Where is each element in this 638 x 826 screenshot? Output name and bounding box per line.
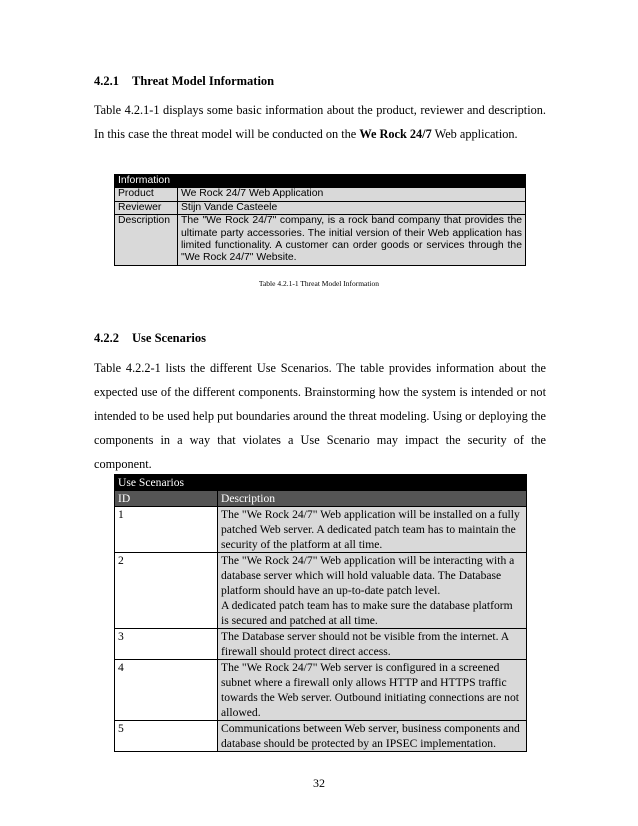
section-title: Use Scenarios <box>132 331 206 345</box>
scenario-description: The Database server should not be visible from the internet. A firewall should protect direct access. <box>218 629 527 660</box>
section-title: Threat Model Information <box>132 74 275 88</box>
scenario-id: 2 <box>115 553 218 629</box>
scenario-id: 3 <box>115 629 218 660</box>
column-header-id: ID <box>115 491 218 507</box>
row-label: Product <box>115 188 178 201</box>
section-paragraph <box>94 98 546 146</box>
section-heading-4-2-2 <box>94 331 206 346</box>
section-paragraph: Table 4.2.2-1 lists the different Use Scenarios. The table provides information about the expected use of the different components. Brainstorming how the system is intended or not intended to be used help put boundaries around the threat modeling. Using or deploying the components in a way that violates a Use Scenario may impact the security of the component. <box>94 361 546 471</box>
column-header-description: Description <box>218 491 527 507</box>
scenario-description: The "We Rock 24/7" Web application will be installed on a fully patched Web server. A dedicated patch team has to maintain the security of the platform at all time. <box>218 507 527 553</box>
scenario-id: 4 <box>115 660 218 721</box>
row-value: Stijn Vande Casteele <box>178 201 526 214</box>
row-value: The "We Rock 24/7" company, is a rock band company that provides the ultimate party accessories. The initial version of their Web application has limited functionality. A customer can order goods or services through the "We Rock 24/7" Website. <box>178 215 526 266</box>
scenario-description: Communications between Web server, business components and database should be protected by an IPSEC implementation. <box>218 721 527 752</box>
paragraph-text: Table 4.2.1-1 displays some basic information about the product, reviewer and description. In this case the threat model will be conducted on the <box>94 103 546 141</box>
page-number: 32 <box>313 776 325 790</box>
scenario-description: The "We Rock 24/7" Web server is configured in a screened subnet where a firewall only allows HTTP and HTTPS traffic towards the Web server. Outbound initiating connections are not allowed. <box>218 660 527 721</box>
table-header: Use Scenarios <box>115 475 527 491</box>
paragraph-text-end: Web application. <box>431 127 518 141</box>
row-value: We Rock 24/7 Web Application <box>178 188 526 201</box>
section-heading-4-2-1 <box>94 74 274 89</box>
table-header: Information <box>115 175 526 188</box>
row-label: Reviewer <box>115 201 178 214</box>
use-scenarios-table <box>114 474 527 752</box>
table-caption: Table 4.2.1-1 Threat Model Information <box>258 279 380 288</box>
row-label: Description <box>115 215 178 266</box>
scenario-description: The "We Rock 24/7" Web application will be interacting with a database server which will hold valuable data. The Database platform should have an up-to-date patch level. A dedicated patch team has to make sure the database platform is secured and patched at all time. <box>218 553 527 629</box>
section-number: 4.2.2 <box>94 331 119 345</box>
section-number: 4.2.1 <box>94 74 119 88</box>
product-name-bold: We Rock 24/7 <box>359 127 432 141</box>
threat-model-info-table <box>114 174 526 266</box>
scenario-id: 5 <box>115 721 218 752</box>
scenario-id: 1 <box>115 507 218 553</box>
